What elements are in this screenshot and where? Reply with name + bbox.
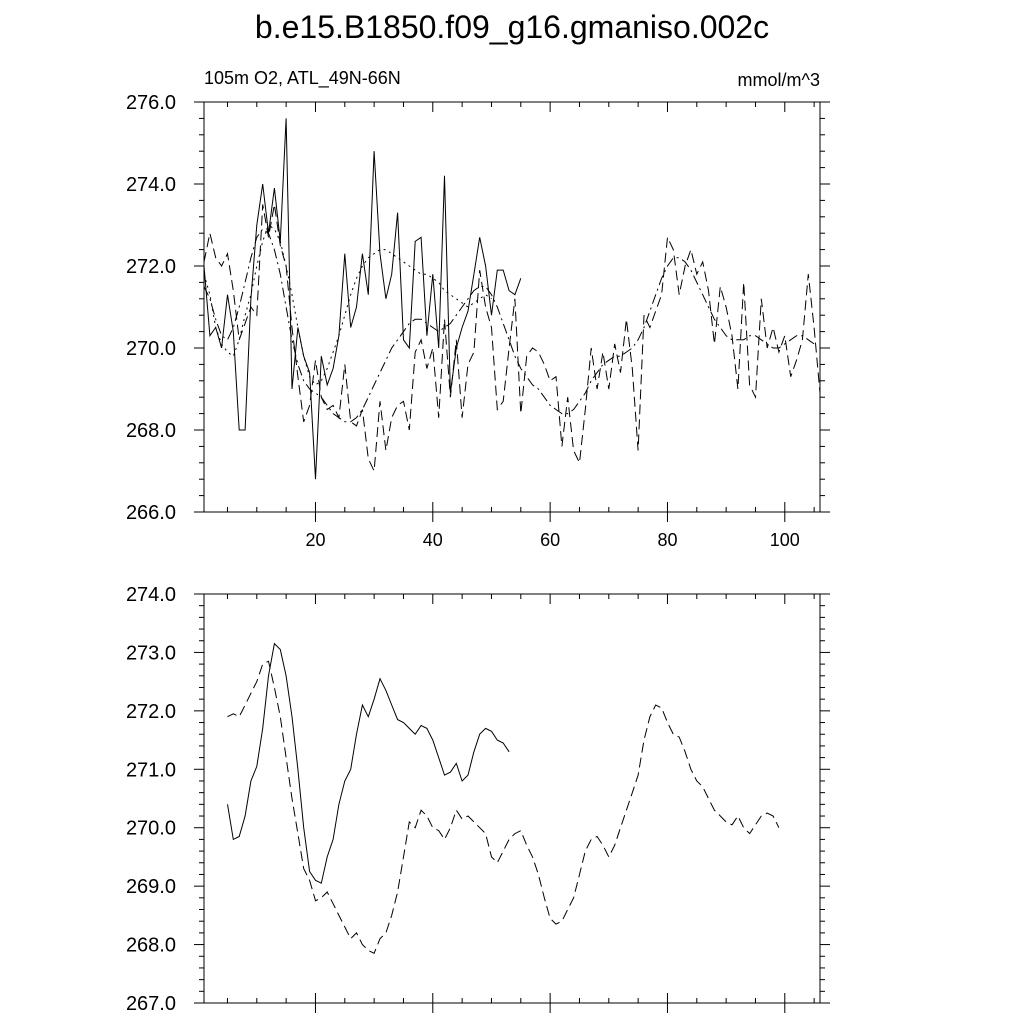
series-line-dashed (204, 205, 820, 472)
top-plot-frame (204, 102, 820, 512)
bottom-panel (126, 584, 830, 1015)
series-line-dashdot (204, 229, 814, 422)
top-panel-right-label: mmol/m^3 (737, 70, 820, 90)
y-tick-label: 266.0 (125, 502, 176, 524)
series-line-solid (228, 644, 510, 884)
y-tick-label: 276.0 (125, 92, 176, 114)
figure-title: b.e15.B1850.f09_g16.gmaniso.002c (254, 9, 770, 45)
y-tick-label: 274.0 (125, 174, 176, 196)
x-tick-label: 40 (422, 530, 443, 550)
x-tick-label: 80 (657, 530, 678, 550)
bottom-axis-ticks (194, 594, 830, 1013)
y-tick-label: 267.0 (125, 993, 176, 1015)
series-line-dashed (228, 661, 779, 953)
y-tick-label: 272.0 (125, 256, 176, 278)
bottom-tick-labels (126, 584, 176, 1015)
x-tick-label: 60 (540, 530, 561, 550)
top-panel (126, 68, 830, 550)
y-tick-label: 270.0 (125, 817, 176, 840)
y-tick-label: 268.0 (125, 420, 176, 442)
y-tick-label: 274.0 (125, 584, 176, 606)
y-tick-label: 273.0 (125, 642, 176, 665)
top-panel-left-label: 105m O2, ATL_49N-66N (204, 68, 401, 88)
bottom-plot-frame (204, 594, 820, 1003)
top-tick-labels (126, 92, 800, 550)
y-tick-label: 270.0 (125, 338, 176, 360)
x-tick-label: 20 (305, 530, 326, 550)
top-series-lines (204, 118, 820, 479)
x-tick-label: 100 (769, 530, 800, 550)
y-tick-label: 271.0 (125, 759, 176, 782)
bottom-series-lines (228, 644, 779, 954)
y-tick-label: 268.0 (125, 934, 176, 957)
series-line-solid (204, 118, 521, 479)
top-axis-ticks (194, 102, 830, 522)
y-tick-label: 269.0 (125, 876, 176, 899)
y-tick-label: 272.0 (125, 700, 176, 723)
